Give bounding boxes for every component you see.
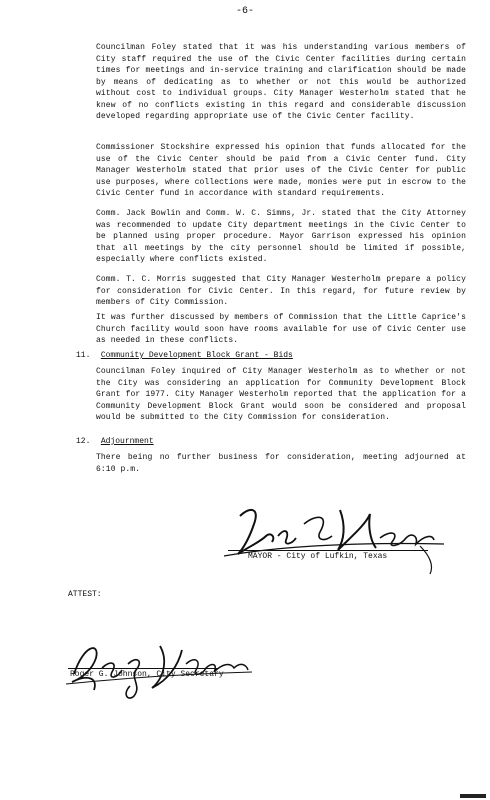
- agenda-item-title: Community Development Block Grant - Bids: [100, 351, 293, 360]
- page-number: -6-: [235, 6, 254, 17]
- scan-edge-mark: [460, 794, 486, 798]
- agenda-item-number: 12.: [76, 437, 91, 446]
- agenda-item-11-body: Councilman Foley inquired of City Manager Westerholm as to whether or not the City was considering an application for Community Development Block Grant for 1977. City Manager Westerholm reported that the application for a Community Development Block Grant would soon be considered and proposal would be submitted to the City Commission for consideration.: [96, 367, 466, 422]
- agenda-item-11-heading: [76, 350, 293, 361]
- paragraph-department-meetings: Comm. Jack Bowlin and Comm. W. C. Simms, Jr. stated that the City Attorney was recommended to update City department meetings in the Civic Center to be planned using proper procedure. Mayor Garrison expressed his opinion that all meetings by the city personnel should be limited if possible, especially where conflicts existed.: [96, 209, 466, 264]
- secretary-signature: [64, 634, 254, 704]
- paragraph-church-facility: It was further discussed by members of Commission that the Little Caprice's Church facility would soon have rooms available for use of Civic Center use as needed in these conflicts.: [96, 313, 466, 345]
- mayor-caption: MAYOR - City of Lufkin, Texas: [248, 552, 388, 561]
- mayor-signature: [220, 496, 450, 576]
- agenda-item-title: Adjournment: [100, 437, 154, 446]
- attest-label: ATTEST:: [68, 590, 102, 599]
- agenda-item-12-body: There being no further business for consideration, meeting adjourned at 6:10 p.m.: [96, 453, 466, 474]
- mayor-signature-line: [228, 550, 428, 551]
- agenda-item-number: 11.: [76, 351, 91, 360]
- agenda-item-12-heading: [76, 436, 154, 447]
- paragraph-civic-center-fund: Commissioner Stockshire expressed his opinion that funds allocated for the use of the Civic Center should be paid from a Civic Center fund. City Manager Westerholm stated that prior uses of the Civic Center for public use purposes, where collections were made, monies were put in escrow to the Civic Center fund in accordance with standard requirements.: [96, 143, 466, 198]
- secretary-caption: Roger G. Johnson, City Secretary: [70, 670, 224, 679]
- secretary-signature-line: [68, 668, 218, 669]
- paragraph-civic-center-use: Councilman Foley stated that it was his understanding various members of City staff required the use of the Civic Center facilities during certain times for meetings and in-service training and clarification should be made by means of dedicating as to whether or not this would be authorized without cost to individual groups. City Manager Westerholm stated that he knew of no conflicts existing in this regard and considerable discussion developed regarding appropriate use of the Civic Center facility.: [96, 43, 466, 121]
- paragraph-policy-suggestion: Comm. T. C. Morris suggested that City Manager Westerholm prepare a policy for consideration for Civic Center. In this regard, for future review by members of City Commission.: [96, 275, 466, 307]
